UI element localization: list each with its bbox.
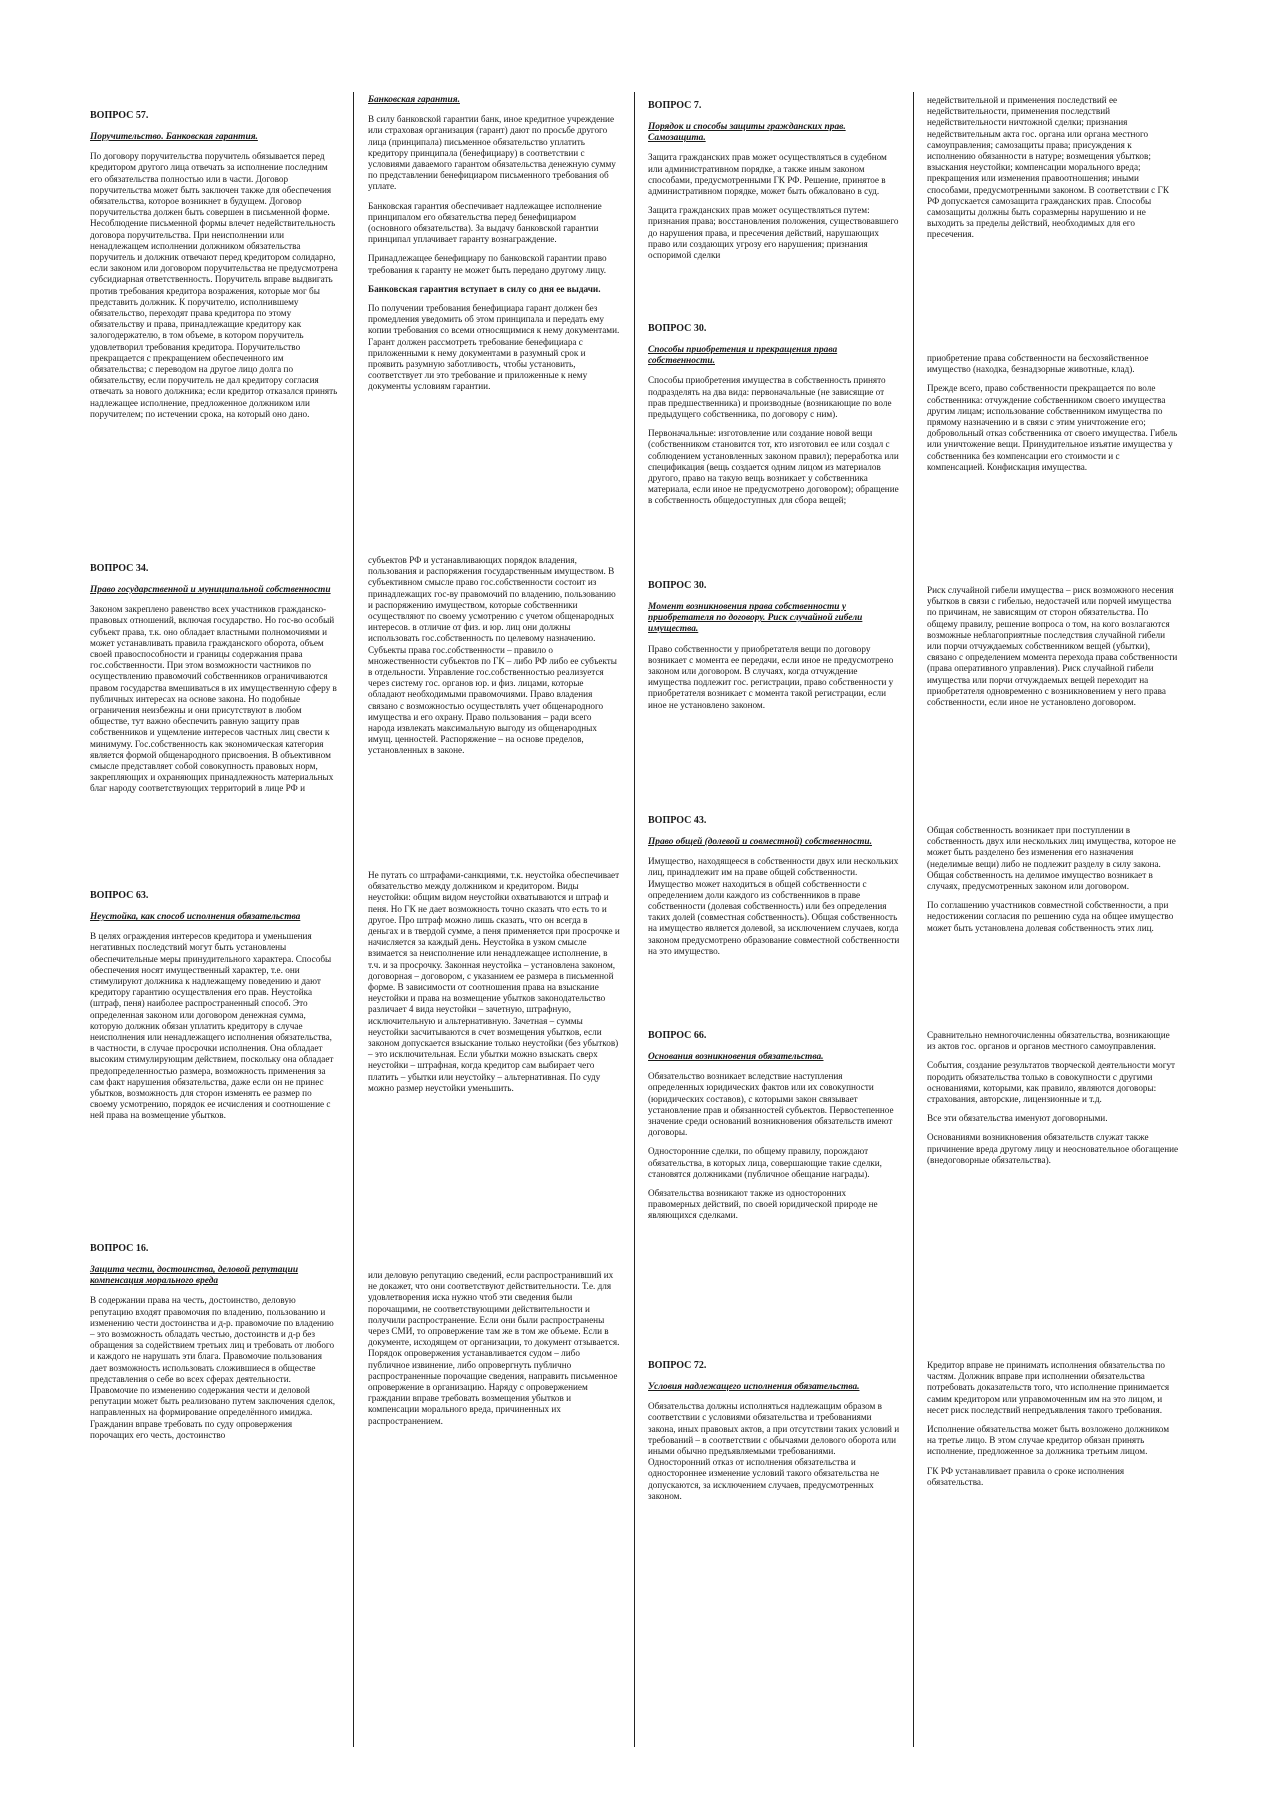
section-q72 [648,1360,900,1510]
paragraph: Исполнение обязательства может быть возложено должником на третье лицо. В этом случае кредитор обязан принять исполнение, предложенное за должника третьим лицом. [927,1424,1170,1457]
section-title: Способы приобретения и прекращения права собственности. [648,345,838,367]
section-q7 [648,100,900,269]
continuation-block [927,1360,1179,1496]
paragraph: Кредитор вправе не принимать исполнения обязательства по частям. Должник вправе при исполнении обязательства потребовать доказательств того, что исполнение принимается самим кредитором или управомоченным им на это лицом, и несет риск последствий непредъявления такого требования. [927,1360,1170,1415]
section-heading: ВОПРОС 30. [648,580,707,591]
paragraph: Общая собственность возникает при поступлении в собственность двух или нескольких лиц имущества, которое не может быть разделено без изменения его назначения (неделимые вещи) либо не подлежит разделу в силу закона. Общая собственность на делимое имущество возникает в случаях, предусмотренных законом или договором. [927,825,1176,892]
paragraph: Имущество, находящееся в собственности двух или нескольких лиц, принадлежит им на праве общей собственности. Имущество может находиться в общей собственности с определением доли каждого из собственников в праве собственности (долевая собственность) или без определения таких долей (совместная собственность). Общая собственность на имущество является долевой, за исключением случаев, когда законом предусмотрено образование совместной собственности на это имущество. [648,856,900,956]
section-heading: ВОПРОС 57. [90,110,149,121]
continuation-block [927,95,1179,249]
paragraph: Защита гражданских прав может осуществляться в судебном или административном порядке, а также иным законом способами, предусмотренными ГК РФ. Решение, принятое в административном порядке, может быть обжаловано в суд. [648,152,887,197]
section-bank-guarantee [368,95,620,401]
continuation-block [368,555,620,765]
column-divider [913,92,914,1747]
section-heading: ВОПРОС 34. [90,563,149,574]
section-title: Неустойка, как способ исполнения обязательства [90,912,301,922]
paragraph: По соглашению участников совместной собственности, а при недостижении согласия по решению суда на общее имущество может быть установлена долевая собственность этих лиц. [927,900,1174,933]
continuation-block [368,1270,620,1435]
column-4 [927,95,1179,1744]
paragraph: Не путать со штрафами-санкциями, т.к. неустойка обеспечивает обязательство между должником и кредитором. Виды неустойки: общим видом неустойки охватываются и штраф и пеня. Но ГК не дает возможность точно сказать что есть то и другое. Про штраф можно лишь сказать, что он всегда в деньгах и в твердой сумме, а пеня применяется при просрочке и начисляется за каждый день. Неустойка в узком смысле взимается за неисполнение или ненадлежащее исполнение, в т.ч. и за просрочку. Законная неустойка – установлена законом, договорная – договором, с указанием ее размера в письменной форме. В зависимости от соотношения права на взыскание неустойки и права на возмещение убытков законодательство различает 4 вида неустойки – зачетную, штрафную, исключительную и альтернативную. Зачетная – суммы неустойки засчитываются в счет возмещения убытков, если законом допускается взыскание только неустойки (без убытков) – это исключительная. Если убытки можно взыскать сверх неустойки – штрафная, когда кредитор сам выбирает чего платить – убытки или неустойку – альтернативная. По суду можно размер неустойки уменьшить. [368,870,620,1093]
section-heading: ВОПРОС 7. [648,100,702,111]
continuation-block [368,870,620,1102]
paragraph: Все эти обязательства именуют договорными. [927,1113,1108,1124]
paragraph: Банковская гарантия обеспечивает надлежащее исполнение принципалом его обязательства перед бенефициаром (основного обязательства). За выдачу банковской гарантии принципал уплачивает гаранту вознаграждение. [368,200,602,245]
section-q16 [90,1243,338,1449]
paragraph: или деловую репутацию сведений, если распространивший их не докажет, что они соответствуют действительности. Т.е. для удовлетворения иска нужно чтоб эти сведения были порочащими, не соответствующими действительности и получили распространение. Если они были распространены через СМИ, то опровержение там же в том же объеме. Если в документе, исходящем от организации, то документ отзывается. Порядок опровержения устанавливается судом – либо публичное извинение, либо опровергнуть публично распространенные порочащие сведения, направить письменное опровержение в организацию. Наряду с опровержением граждании вправе требовать возмещения убытков и компенсации морального вреда, причиненных их распространением. [368,1270,620,1426]
paragraph: Обязательство возникает вследствие наступления определенных юридических фактов или их совокупности (юридических составов), с которыми закон связывает установление прав и обязанностей субъектов. Первостепенное значение среди оснований возникновения обязательств имеют договоры. [648,1071,894,1138]
section-heading: ВОПРОС 16. [90,1243,149,1254]
paragraph: недействительной и применения последствий ее недействительности, применения последствий недействительности ничтожной сделки; признания недействительным акта гос. органа или органа местного самоуправления; самозащиты права; присуждения к исполнению обязанности в натуре; возмещения убытков; взыскания неустойки; компенсации морального вреда; прекращения или изменения правоотношения; иными способами, предусмотренными законом. В соответствии с ГК РФ допускается самозащита гражданских прав. Способы самозащиты должны быть соразмерны нарушению и не выходить за пределы действий, необходимых для его пресечения. [927,95,1169,240]
section-q34 [90,563,338,803]
section-title: Право государственной и муниципальной собственности [90,585,331,595]
paragraph: Защита гражданских прав может осуществляться путем: признания права; восстановления положения, существовавшего до нарушения права, и пресечения действий, нарушающих право или создающих угрозу его нарушения; признания оспоримой сделки [648,205,899,261]
paragraph: Законом закреплено равенство всех участников гражданско-правовых отношений, включая государство. Но гос-во особый субъект права, т.к. оно обладает властными полномочиями и может устанавливать правила гражданского оборота, объем своей правоспособности и границы содержания права гос.собственности. При этом возможности частников по осуществлению правомочий собственников ограничиваются правом государства вмешиваться в их имущественную сферу в публичных интересах на основе закона. Но подобные ограничения неизбежны и они присутствуют в любом обществе, тут важно обеспечить равную защиту прав собственников и ущемление интересов частных лиц свести к минимуму. Гос.собственность как экономическая категория является формой общенародного присвоения. В объективном смысле представляет собой совокупность правовых норм, закрепляющих и охраняющих принадлежность материальных благ народу соответствующих территорий в лице РФ и [90,604,337,794]
paragraph: Право собственности у приобретателя вещи по договору возникает с момента ее передачи, если иное не предусмотрено законом или договором. В случаях, когда отчуждение имущества подлежит гос. регистрации, право собственности у приобретателя возникает с момента такой регистрации, если иное не установлено законом. [648,643,894,710]
paragraph: По получении требования бенефициара гарант должен без промедления уведомить об этом принципала и передать ему копии требования со всеми относящимися к нему документами. Гарант должен рассмотреть требование бенефициара с приложенными к нему документами в разумный срок и проявить разумную заботливость, чтобы установить, соответствует ли это требование и приложенные к нему документы условиям гарантии. [368,303,620,392]
column-divider [353,92,354,1747]
section-heading: ВОПРОС 66. [648,1030,707,1041]
section-heading: ВОПРОС 30. [648,323,707,334]
paragraph: Обязательства должны исполняться надлежащим образом в соответствии с условиями обязательства и требованиями закона, иных правовых актов, а при отсутствии таких условий и требований – в соответствии с обычаями делового оборота или иными обычно предъявляемыми требованиями. Односторонний отказ от исполнения обязательства и одностороннее изменение условий такого обязательства не допускаются, за исключением случаев, предусмотренных законом. [648,1401,900,1501]
continuation-block [927,825,1179,942]
continuation-block [927,353,1179,481]
paragraph: Обязательства возникают также из односторонних правомерных действий, по своей юридической природе не являющихся сделками. [648,1188,878,1221]
paragraph: Односторонние сделки, по общему правилу, порождают обязательства, в которых лица, совершающие такие сделки, становятся должниками (публичное обещание награды). [648,1146,882,1179]
continuation-block [927,1030,1179,1174]
paragraph: Сравнительно немногочисленны обязательства, возникающие из актов гос. органов и органов местного самоуправления. [927,1030,1170,1052]
paragraph: Способы приобретения имущества в собственность принято подразделять на два вида: первоначальные (не зависящие от прав предшественника) и производные (возникающие по воле предыдущего собственника, по договору с ним). [648,375,892,420]
section-title: Момент возникновения права собственности у приобретателя по договору. Риск случайной гибели имущества. [648,602,863,635]
section-q66 [648,1030,900,1230]
column-2 [368,95,620,1744]
section-title: Порядок и способы защиты гражданских прав. Самозащита. [648,122,846,144]
section-title: Основания возникновения обязательства. [648,1052,824,1062]
section-q43 [648,815,900,965]
paragraph: приобретение права собственности на бесхозяйственное имущество (находка, безнадзорные животные, клад). [927,353,1149,375]
paragraph: События, создание результатов творческой деятельности могут породить обязательства только в совокупности с другими основаниями, которыми, как правило, являются договоры: страхования, авторские, лицензионные и т.д. [927,1060,1176,1105]
column-3 [648,95,900,1744]
paragraph: В целях ограждения интересов кредитора и уменьшения негативных последствий могут быть установлены обеспечительные меры принудительного характера. Способы обеспечения носят имущественный характер, т.е. они стимулируют должника к надлежащему поведению и дают кредитору гарантию осуществления его прав. Неустойка (штраф, пеня) наиболее распространенный способ. Это определенная законом или договором денежная сумма, которую должник обязан уплатить кредитору в случае неисполнения или ненадлежащего исполнения обязательства, в частности, в случае просрочки исполнения. Она обладает высоким стимулирующим действием, поскольку она обладает предопределенностью размера, возможность применения за сам факт нарушения обязательства, даже если он не принес убытков, возможность для сторон изменять ее размер по своему усмотрению, порядок ее исчисления и соотношение с ней права на возмещение убытков. [90,931,334,1121]
section-title: Банковская гарантия. [368,95,460,105]
continuation-block [927,585,1179,716]
section-title: Право общей (долевой и совместной) собственности. [648,837,872,847]
column-1 [90,95,338,1744]
paragraph: ГК РФ устанавливает правила о сроке исполнения обязательства. [927,1465,1125,1487]
paragraph: Первоначальные: изготовление или создание новой вещи (собственником становится тот, кто изготовил ее или создал с соблюдением установленных законом правил); переработка или спецификация (вещь создается одним лицом из материалов другого, право на такую вещь возникает у собственника материала, если иное не предусмотрено договором); обращение в собственность общедоступных для сбора вещей; [648,428,899,506]
section-title: Условия надлежащего исполнения обязательства. [648,1382,860,1392]
paragraph: По договору поручительства поручитель обязывается перед кредитором другого лица отвечать за исполнение последним его обязательства полностью или в части. Договор поручительства может быть заключен также для обеспечения обязательства, которое возникнет в будущем. Договор поручительства должен быть совершен в письменной форме. Несоблюдение письменной формы влечет недействительность договора поручительства. При неисполнении или ненадлежащем исполнении должником обязательства поручитель и должник отвечают перед кредитором солидарно, если законом или договором поручительства не предусмотрена субсидиарная ответственность. Поручитель вправе выдвигать против требования кредитора возражения, которые мог бы представить должник. К поручителю, исполнившему обязательство, переходят права кредитора по этому обязательству и права, принадлежащие кредитору как залогодержателю, в том объеме, в котором поручитель удовлетворил требования кредитора. Поручительство прекращается с прекращением обеспеченного им обязательства; с переводом на другое лицо долга по обязательству, если поручитель не дал кредитору согласия отвечать за нового должника; если кредитор отказался принять надлежащее исполнение, предложенное должником или поручителем; по истечении срока, на который оно дано. [90,151,338,419]
paragraph: Банковская гарантия вступает в силу со дня ее выдачи. [368,283,601,294]
paragraph: В содержании права на честь, достоинство, деловую репутацию входят правомочия по владению, пользованию и изменению чести достоинства и д-р. правомочие по владению – это возможность обладать честью, достоинств и д-р без обращения за содействием третьих лиц и требовать от любого и каждого не нарушать эти блага. Правомочие пользования дает возможность использовать сложившиеся в обществе представления о себе во всех сферах деятельности. Правомочие по изменению содержания чести и деловой репутации может быть реализовано путем заключения сделок, направленных на формирование определённого имиджа. Гражданин вправе требовать по суду опровержения порочащих его честь, достоинство [90,1295,336,1440]
section-q63 [90,890,338,1130]
section-q57 [90,110,338,428]
paragraph: Прежде всего, право собственности прекращается по воле собственника: отчуждение собственником своего имущества другим лицам; использование собственником имущества по прямому назначению и в связи с этим уничтожение его; добровольный отказ собственника от своего имущества. Гибель или уничтожение вещи. Принудительное изъятие имущества у собственника без компенсации его стоимости и с компенсацией. Конфискация имущества. [927,383,1178,472]
section-title: Защита чести, достоинства, деловой репутации компенсация морального вреда [90,1265,299,1287]
paragraph: Основаниями возникновения обязательств служат также причинение вреда другому лицу и неосновательное обогащение (внедоговорные обязательства). [927,1132,1179,1165]
section-heading: ВОПРОС 72. [648,1360,707,1371]
paragraph: В силу банковской гарантии банк, иное кредитное учреждение или страховая организация (гарант) дают по просьбе другого лица (принципала) письменное обязательство уплатить кредитору принципала (бенефициару) в соответствии с условиями даваемого гарантом обязательства денежную сумму по представлении бенефициаром письменного требования об уплате. [368,114,616,192]
section-heading: ВОПРОС 63. [90,890,149,901]
paragraph: субъектов РФ и устанавливающих порядок владения, пользования и распоряжения государственным имуществом. В субъективном смысле право гос.собственности состоит из принадлежащих гос-ву правомочий по владению, пользованию и распоряжению имуществом, которые собственники осуществляют по своему усмотрению с учетом общенародных интересов. в отличие от физ. и юр. лиц они должны использовать гос.собственность по целевому назначению. Субъекты права гос.собственности – правило о множественности субъектов по ГК – либо РФ либо ее субъекты в отдельности. Управление гос.собственностью реализуется через систему гос. органов юр. и физ. лицами, которые обладают необходимыми правомочиями. Право владения связано с возможностью осуществлять учет общенародного имущества и его охрану. Право пользования – ради всего народа извлекать максимальную выгоду из общенародных имущ. ценностей. Распоряжение – на основе пределов, установленных в законе. [368,555,617,756]
column-divider [634,92,635,1747]
paragraph: Принадлежащее бенефициару по банковской гарантии право требования к гаранту не может быть передано другому лицу. [368,253,607,275]
section-q30-moment [648,580,900,719]
section-title: Поручительство. Банковская гарантия. [90,132,258,142]
section-q30-acquisition [648,323,900,515]
paragraph: Риск случайной гибели имущества – риск возможного несения убытков в связи с гибелью, недостачей или порчей имущества по причинам, не зависящим от сторон обязательства. По общему правилу, решение вопроса о том, на кого возлагаются возможные неблагоприятные последствия случайной гибели или порчи отчуждаемых собственником вещей (убытки), связано с определением момента перехода права собственности (права оперативного управления). Риск случайной гибели имущества или порчи отчуждаемых вещей переходит на приобретателя одновременно с возникновением у него права собственности, если иное не установлено договором. [927,585,1178,708]
section-heading: ВОПРОС 43. [648,815,707,826]
